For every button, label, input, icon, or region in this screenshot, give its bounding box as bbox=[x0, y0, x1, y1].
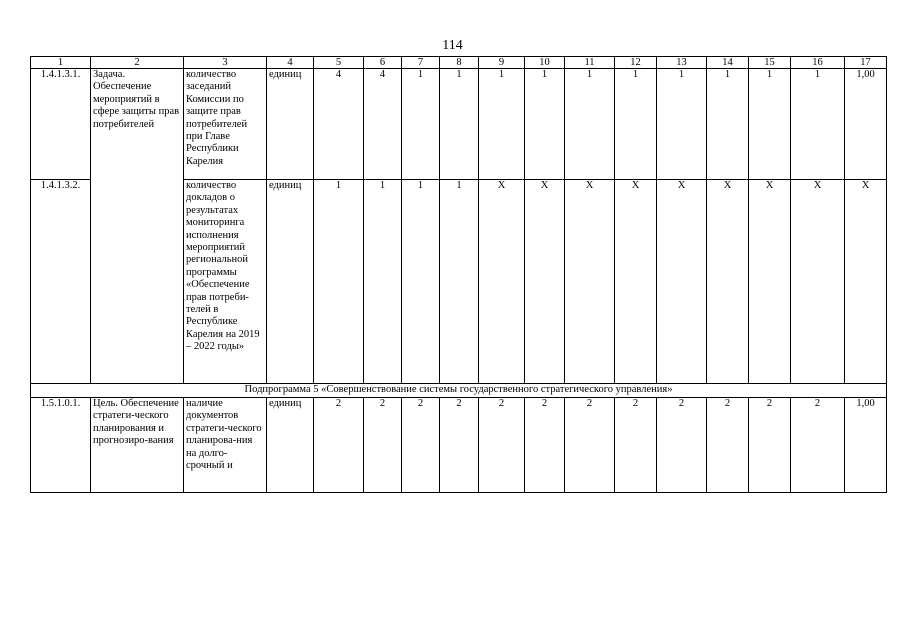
goal-description: Цель. Обеспечение стратеги-ческого планирования и прогнозиро-вания bbox=[91, 398, 184, 493]
value-cell: 1 bbox=[615, 69, 657, 180]
value-cell: X bbox=[749, 180, 791, 384]
value-cell: 1 bbox=[749, 69, 791, 180]
value-cell: X bbox=[845, 180, 887, 384]
indicator-name: количество докладов о результатах мониторинга исполнения мероприятий региональной программы «Обеспечение прав потреби-телей в Республике Карелия на 2019 – 2022 годы» bbox=[184, 180, 267, 384]
subprogram-row bbox=[31, 384, 887, 398]
value-cell: X bbox=[707, 180, 749, 384]
value-cell: 1,00 bbox=[845, 69, 887, 180]
value-cell: 1 bbox=[791, 69, 845, 180]
column-number: 15 bbox=[749, 57, 791, 69]
value-cell: X bbox=[791, 180, 845, 384]
value-cell: 2 bbox=[707, 398, 749, 493]
column-number: 9 bbox=[479, 57, 525, 69]
value-cell: 1 bbox=[657, 69, 707, 180]
column-number: 2 bbox=[91, 57, 184, 69]
value-cell: 1 bbox=[707, 69, 749, 180]
column-number: 17 bbox=[845, 57, 887, 69]
value-cell: 2 bbox=[440, 398, 479, 493]
page-number: 114 bbox=[442, 38, 463, 53]
value-cell: 1 bbox=[525, 69, 565, 180]
column-number: 10 bbox=[525, 57, 565, 69]
table-row bbox=[31, 69, 887, 180]
value-cell: X bbox=[657, 180, 707, 384]
indicators-table bbox=[30, 56, 887, 493]
value-cell: X bbox=[615, 180, 657, 384]
value-cell: 2 bbox=[565, 398, 615, 493]
column-number: 6 bbox=[364, 57, 402, 69]
value-cell: 1 bbox=[364, 180, 402, 384]
value-cell: 1 bbox=[440, 69, 479, 180]
value-cell: 2 bbox=[364, 398, 402, 493]
value-cell: 1 bbox=[565, 69, 615, 180]
column-number: 16 bbox=[791, 57, 845, 69]
value-cell: X bbox=[565, 180, 615, 384]
value-cell: 2 bbox=[314, 398, 364, 493]
value-cell: 1 bbox=[314, 180, 364, 384]
table-row bbox=[31, 398, 887, 493]
column-number: 3 bbox=[184, 57, 267, 69]
value-cell: X bbox=[525, 180, 565, 384]
unit-cell: единиц bbox=[267, 180, 314, 384]
value-cell: 2 bbox=[525, 398, 565, 493]
value-cell: 2 bbox=[791, 398, 845, 493]
column-number: 13 bbox=[657, 57, 707, 69]
column-number: 8 bbox=[440, 57, 479, 69]
column-number: 7 bbox=[402, 57, 440, 69]
column-number: 14 bbox=[707, 57, 749, 69]
value-cell: 1 bbox=[440, 180, 479, 384]
value-cell: 1,00 bbox=[845, 398, 887, 493]
value-cell: 2 bbox=[479, 398, 525, 493]
value-cell: 2 bbox=[657, 398, 707, 493]
value-cell: X bbox=[479, 180, 525, 384]
value-cell: 2 bbox=[615, 398, 657, 493]
column-number: 4 bbox=[267, 57, 314, 69]
task-description: Задача. Обеспечение мероприятий в сфере защиты прав потребителей bbox=[91, 69, 184, 384]
subprogram-title: Подпрограмма 5 «Совершенствование системы государственного стратегического управления» bbox=[31, 384, 887, 398]
column-number: 11 bbox=[565, 57, 615, 69]
row-code: 1.4.1.3.2. bbox=[31, 180, 91, 384]
column-number: 1 bbox=[31, 57, 91, 69]
value-cell: 1 bbox=[479, 69, 525, 180]
column-number: 5 bbox=[314, 57, 364, 69]
row-code: 1.5.1.0.1. bbox=[31, 398, 91, 493]
column-number: 12 bbox=[615, 57, 657, 69]
indicator-name: наличие документов стратеги-ческого планирова-ния на долго-срочный и bbox=[184, 398, 267, 493]
unit-cell: единиц bbox=[267, 398, 314, 493]
value-cell: 2 bbox=[402, 398, 440, 493]
value-cell: 2 bbox=[749, 398, 791, 493]
value-cell: 1 bbox=[402, 69, 440, 180]
column-number-row bbox=[31, 57, 887, 69]
value-cell: 4 bbox=[364, 69, 402, 180]
unit-cell: единиц bbox=[267, 69, 314, 180]
row-code: 1.4.1.3.1. bbox=[31, 69, 91, 180]
value-cell: 1 bbox=[402, 180, 440, 384]
value-cell: 4 bbox=[314, 69, 364, 180]
indicator-name: количество заседаний Комиссии по защите прав потребителей при Главе Республики Карелия bbox=[184, 69, 267, 180]
